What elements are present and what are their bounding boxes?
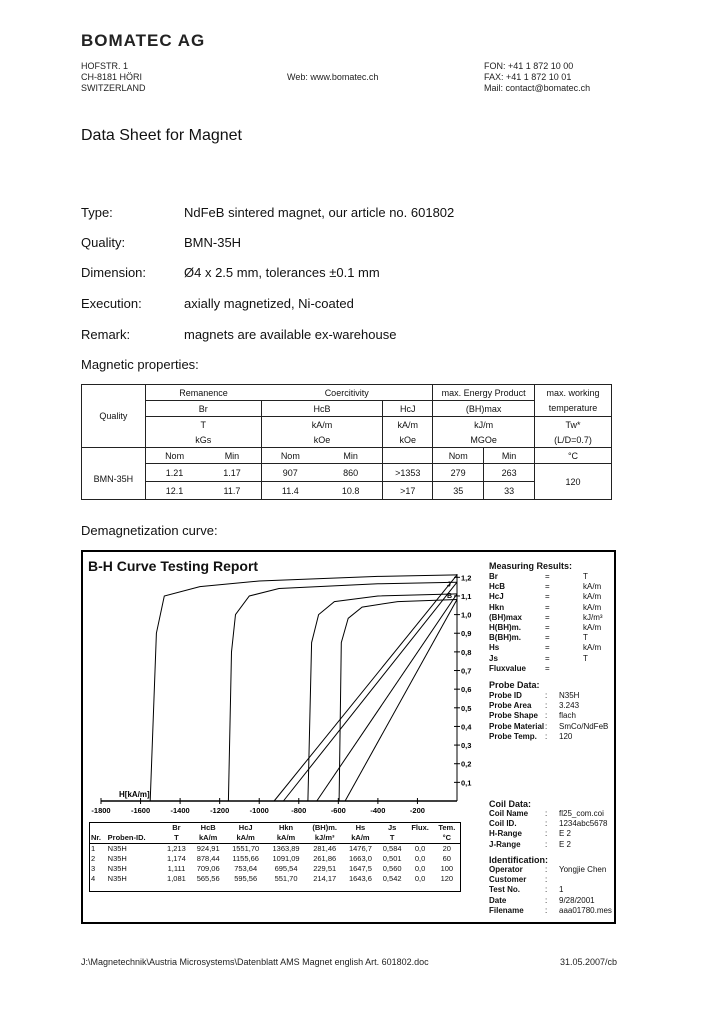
info-key: Filename [489,905,524,915]
table-row [90,864,460,874]
results-grid [90,823,460,884]
results-table [89,822,461,892]
x-tick-label: -600 [330,806,346,815]
table-cell: °C [434,833,460,844]
table-cell: 4 [91,874,96,883]
table-cell: Js [387,823,397,832]
info-row [489,643,609,653]
info-key: Probe Area [489,701,532,711]
y-tick-label: 1,0 [461,610,472,620]
separator: = [545,643,550,653]
y-tick-label: 0,2 [461,759,472,769]
info-value: 9/28/2001 [559,895,595,905]
info-value: T [583,633,588,643]
separator: : [545,819,548,829]
unit-kam: kA/m [383,417,433,433]
x-tick-label: -1400 [170,806,190,815]
info-key: Js [489,653,498,663]
table-cell: 0,0 [414,874,426,883]
info-row [489,691,613,701]
table-cell: N35H [107,864,127,873]
magnetic-properties-heading: Magnetic properties: [81,357,199,372]
info-row [489,819,613,829]
info-value: 3.243 [559,701,580,711]
y-tick-label: 0,6 [461,685,472,695]
address-line: CH-8181 HÖRI [81,72,143,82]
info-row [489,875,613,885]
separator: = [545,612,550,622]
info-value: kA/m [583,582,602,592]
table-cell: 60 [442,854,451,863]
separator: : [545,809,548,818]
unit-mgoe: MGOe [433,432,535,448]
company-address [81,61,146,94]
spec-label-quality: Quality: [81,235,126,250]
table-cell: 1663,0 [348,854,372,863]
spec-value-quality: BMN-35H [184,235,242,250]
info-row [489,592,609,602]
x-tick-label: -1200 [210,806,230,815]
info-key: H(BH)m. [489,622,521,632]
table-cell: 1,111 [167,864,186,873]
info-row [489,603,609,613]
energy-header: max. Energy Product [433,385,535,401]
curve-B-120 [345,600,457,802]
table-cell: 924,91 [196,844,220,853]
hcb-min-kam: 860 [319,464,383,482]
hcj-koe: >17 [383,482,433,500]
table-cell [407,833,434,844]
separator: = [545,582,550,592]
table-cell: 2 [91,854,96,863]
spec-label-remark: Remark: [81,327,131,342]
measuring-results [489,572,609,674]
br-min-kgs: 11.7 [203,482,261,500]
table-row [90,844,460,855]
spec-label-dimension: Dimension: [81,265,147,280]
table-cell [90,823,107,833]
table-cell: HcJ [238,823,253,832]
separator: = [545,592,550,602]
info-value: Yongjie Chen [559,865,607,874]
info-value: N35H [559,691,580,700]
hcj-header: HcJ [383,401,433,417]
table-cell: 0,0 [414,854,426,863]
coil-data [489,809,613,850]
info-key: J-Range [489,839,521,849]
table-cell: (BH)m. [312,823,337,832]
table-cell: kJ/m³ [306,833,343,844]
info-row [489,572,609,582]
info-value: 1 [559,885,564,895]
hcb-nom-koe: 11.4 [261,482,319,500]
separator: : [545,691,548,700]
table-row [90,823,460,833]
x-tick-label: -1800 [91,806,111,815]
info-key: (BH)max [489,612,522,622]
table-cell: HcB [200,823,216,832]
email: Mail: contact@bomatec.ch [484,83,591,93]
table-cell: 551,70 [274,874,298,883]
table-row [90,874,460,884]
curve-B-60 [283,582,457,801]
info-key: Hs [489,643,500,653]
footer-date: 31.05.2007/cb [560,957,618,967]
measuring-title: Measuring Results: [489,561,573,571]
table-cell: 1,213 [167,844,186,853]
table-cell: 261,86 [313,854,337,863]
br-header: Br [145,401,261,417]
info-value: kA/m [583,622,602,632]
table-cell: 120 [440,874,454,883]
nom-label: Nom [261,448,319,464]
website: Web: www.bomatec.ch [287,72,379,82]
table-cell: T [162,833,191,844]
info-value: kA/m [583,592,602,602]
temp-value: 120 [535,464,612,500]
table-cell: Hkn [278,823,294,832]
unit-kjm: kJ/m [433,417,535,433]
table-cell: 1,081 [167,874,186,883]
x-tick-label: -800 [291,806,307,815]
table-cell: 1 [91,844,96,853]
table-cell: 1551,70 [232,844,260,853]
x-tick-label: -1000 [249,806,269,815]
info-row [489,613,609,623]
y-tick-label: 1,1 [461,591,472,601]
info-key: HcB [489,582,506,592]
info-row [489,582,609,592]
table-cell: kA/m [266,833,306,844]
table-cell: N35H [107,844,127,853]
coercivity-header: Coercitivity [261,385,433,401]
y-tick-label: 0,3 [461,741,472,751]
br-nom-kgs: 12.1 [145,482,203,500]
min-label: Min [484,448,535,464]
info-value: E 2 [559,829,572,839]
table-cell: 595,56 [234,874,258,883]
info-value: fl25_com.coi [559,809,604,818]
info-value: 1234abc5678 [559,819,608,829]
table-cell: 100 [440,864,454,873]
x-tick-label: -400 [370,806,386,815]
curve-label-j: J [447,581,451,589]
x-axis-label: H[kA/m] [119,790,150,799]
curve-B-20 [274,575,457,801]
table-cell: 281,46 [313,844,337,853]
y-tick-label: 0,8 [461,647,472,657]
table-cell: 695,54 [274,864,298,873]
br-nom-t: 1.21 [145,464,203,482]
table-cell: 0,501 [382,854,402,863]
table-cell: 1647,5 [348,864,372,873]
hcj-kam: >1353 [383,464,433,482]
degc-label: °C [535,448,612,464]
info-key: Test No. [489,885,520,895]
separator: : [545,731,548,741]
ld-note: (L/D=0.7) [535,432,612,448]
info-row [489,701,613,711]
y-tick-label: 0,1 [461,778,472,788]
info-value: kA/m [583,602,602,612]
table-cell: 0,542 [382,874,402,883]
info-key: Customer [489,875,527,885]
separator: : [545,895,548,905]
info-key: Probe Temp. [489,731,537,741]
info-key: HcJ [489,592,504,602]
separator: : [545,839,548,849]
table-cell: Flux. [411,823,429,832]
table-cell: 1476,7 [348,844,372,853]
table-cell: 0,0 [414,864,426,873]
curve-J-120 [339,600,457,802]
table-cell: 878,44 [196,854,220,863]
info-row [489,732,613,742]
info-key: Date [489,895,507,905]
info-row [489,633,609,643]
working-header: max. working [535,385,612,401]
curve-J-60 [228,582,457,801]
unit-koe: kOe [383,432,433,448]
separator: = [545,602,550,612]
table-cell: kA/m [225,833,265,844]
info-key: Fluxvalue [489,663,526,673]
info-row [489,722,613,732]
table-cell: 1091,09 [272,854,300,863]
unit-kam: kA/m [261,417,383,433]
x-tick-label: -1600 [130,806,151,815]
info-row [489,906,613,916]
table-cell [107,823,162,833]
y-tick-label: 0,5 [461,703,472,713]
table-cell: Nr. [90,833,107,844]
address-line: HOFSTR. 1 [81,61,129,71]
address-line: SWITZERLAND [81,83,146,93]
hcb-header: HcB [261,401,383,417]
table-cell: 3 [91,864,96,873]
table-cell: 1363,89 [272,844,300,853]
info-row [489,840,613,850]
table-cell: 0,560 [382,864,402,873]
probe-data [489,691,613,742]
separator: = [545,622,550,632]
info-row [489,664,609,674]
nom-label: Nom [433,448,484,464]
separator: : [545,701,548,711]
page-title: Data Sheet for Magnet [81,127,242,144]
table-row [90,833,460,844]
info-value: E 2 [559,839,572,849]
table-cell: 229,51 [313,864,337,873]
table-cell: kA/m [191,833,226,844]
spec-value-remark: magnets are available ex-warehouse [184,327,397,342]
y-tick-label: 0,9 [461,629,472,639]
table-cell: N35H [107,874,127,883]
table-cell: 1,174 [167,854,186,863]
separator: : [545,905,548,915]
info-row [489,829,613,839]
min-label: Min [203,448,261,464]
table-cell: N35H [107,854,127,863]
info-value: kJ/m³ [583,612,603,622]
phone: FON: +41 1 872 10 00 [484,61,574,71]
table-cell: 0,0 [414,844,426,853]
separator: : [545,865,548,874]
info-row [489,654,609,664]
table-cell: Proben-ID. [107,833,162,844]
y-tick-label: 0,7 [461,666,472,676]
table-cell: 709,06 [196,864,220,873]
bhmax-nom-kjm: 279 [433,464,484,482]
info-row [489,865,613,875]
curve-B-100 [317,594,457,801]
bhmax-min-mgoe: 33 [484,482,535,500]
unit-tw: Tw* [535,417,612,433]
table-cell: 0,584 [382,844,402,853]
info-value: T [583,572,588,581]
spec-value-dimension: Ø4 x 2.5 mm, tolerances ±0.1 mm [184,265,380,280]
ident-title: Identification: [489,855,548,865]
magnetic-properties-table [81,384,612,500]
separator: : [545,875,548,885]
info-value: flach [559,711,576,721]
info-key: Hkn [489,602,505,612]
info-key: Probe Shape [489,711,538,721]
bhmax-min-kjm: 263 [484,464,535,482]
hcb-nom-kam: 907 [261,464,319,482]
table-cell: 753,64 [234,864,258,873]
table-cell: kA/m [343,833,378,844]
table-cell: 1643,6 [348,874,372,883]
separator: : [545,711,548,721]
probe-title: Probe Data: [489,680,540,690]
info-value: aaa01780.mes [559,905,612,915]
spec-value-type: NdFeB sintered magnet, our article no. 601802 [184,205,455,220]
report-title: B-H Curve Testing Report [88,558,259,574]
remanence-header: Remanence [145,385,261,401]
table-cell: 214,17 [313,874,337,883]
separator: : [545,885,548,895]
info-row [489,809,613,819]
table-cell: Hs [355,823,366,832]
table-cell: Tem. [438,823,456,832]
identification-data [489,865,613,916]
info-value: SmCo/NdFeB [559,721,609,731]
table-cell: Br [172,823,181,832]
info-value: T [583,653,588,663]
info-key: Probe Material [489,721,545,731]
info-row [489,623,609,633]
coil-title: Coil Data: [489,799,532,809]
unit-kgs: kGs [145,432,261,448]
fax: FAX: +41 1 872 10 01 [484,72,572,82]
quality-header: Quality [82,385,146,448]
info-key: Br [489,572,498,581]
hcb-min-koe: 10.8 [319,482,383,500]
info-key: Coil Name [489,809,529,818]
info-value: 120 [559,731,573,741]
separator: = [545,653,550,663]
info-key: Probe ID [489,691,522,700]
curve-label-b: B [447,592,453,600]
info-row [489,885,613,895]
company-contact [484,61,590,94]
separator: = [545,572,550,581]
separator: = [545,663,550,673]
y-tick-label: 0,4 [461,722,472,732]
min-label: Min [319,448,383,464]
info-key: Coil ID. [489,819,517,829]
info-row [489,896,613,906]
bhmax-nom-mgoe: 35 [433,482,484,500]
info-key: B(BH)m. [489,633,521,643]
separator: = [545,633,550,643]
table-cell: 20 [442,844,451,853]
br-min-t: 1.17 [203,464,261,482]
info-key: H-Range [489,829,522,839]
info-value: kA/m [583,643,602,653]
spec-value-execution: axially magnetized, Ni-coated [184,296,354,311]
y-tick-label: 1,2 [461,573,472,583]
info-row [489,711,613,721]
temperature-header: temperature [535,401,612,417]
bh-report [81,550,616,924]
footer-path: J:\Magnetechnik\Austria Microsystems\Datenblatt AMS Magnet english Art. 601802.doc [81,957,429,967]
grade-cell: BMN-35H [82,448,146,500]
separator: : [545,829,548,839]
spec-label-type: Type: [81,205,113,220]
nom-label: Nom [145,448,203,464]
curve-J-100 [308,594,457,801]
x-tick-label: -200 [409,806,425,815]
unit-t: T [200,419,206,430]
table-cell: 1155,66 [232,854,259,863]
spec-label-execution: Execution: [81,296,142,311]
bhmax-header: (BH)max [433,401,535,417]
table-row [90,854,460,864]
company-logo: BOMATEC AG [81,31,206,50]
curve-J-20 [150,575,457,801]
info-key: Operator [489,865,523,874]
demagnetization-heading: Demagnetization curve: [81,523,218,538]
table-cell: 565,56 [196,874,220,883]
unit-koe: kOe [261,432,383,448]
separator: : [545,721,548,731]
table-cell: T [378,833,407,844]
